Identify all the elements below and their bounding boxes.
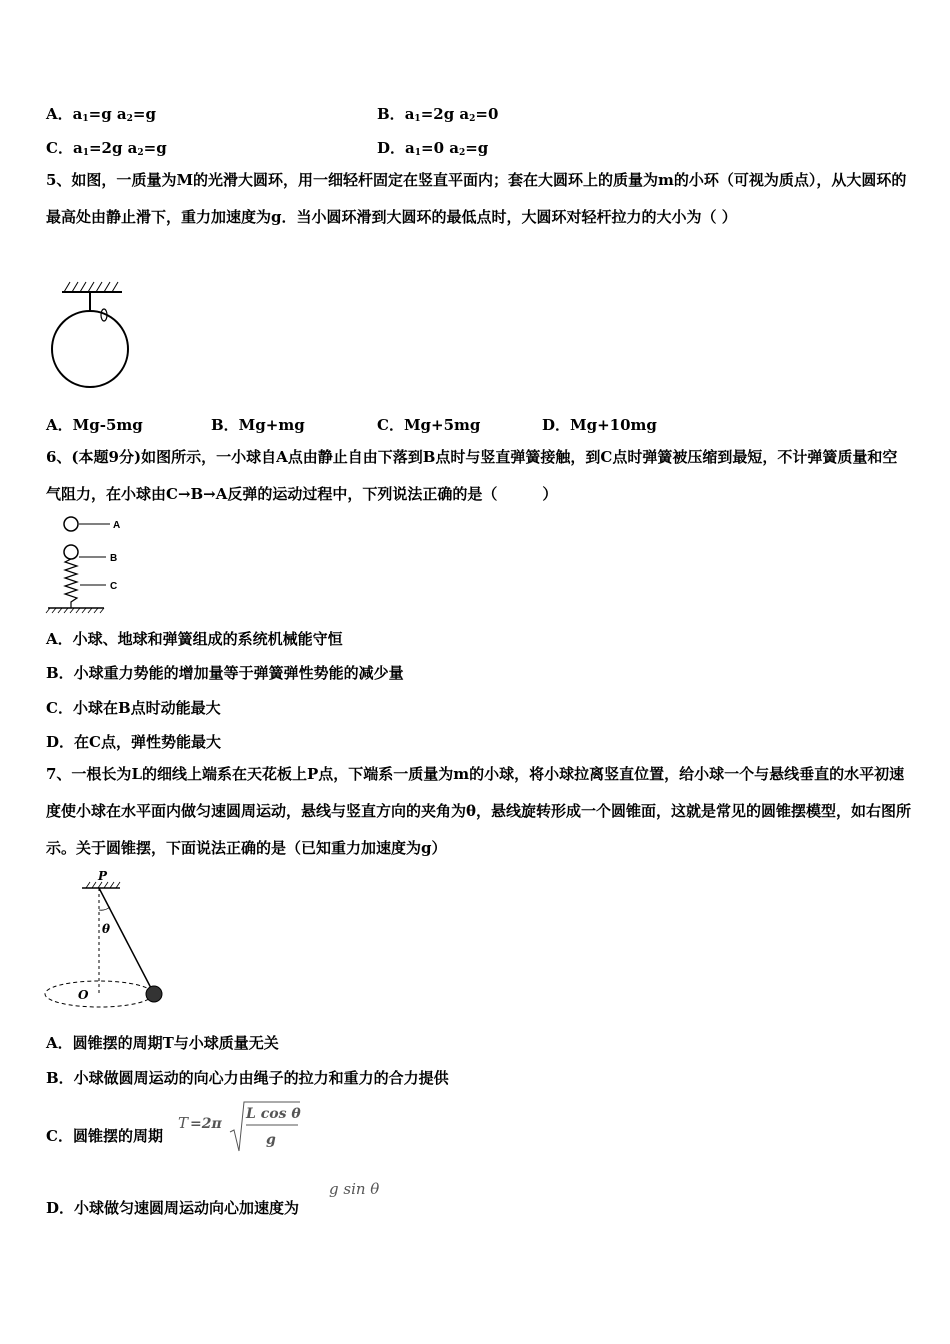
q7-formula-acceleration: g sin θ (329, 1180, 380, 1198)
label-o: O (78, 988, 89, 1002)
label-b: B (110, 553, 118, 564)
q4-option-c: C．$a_1=2g$ $a_2=g$ (46, 139, 167, 158)
q5-option-a: A．Mg-5mg (46, 416, 143, 434)
q7-formula-period (176, 1098, 306, 1153)
q4-option-b: B．$a_1=2g$ $a_2=0$ (377, 105, 499, 124)
svg-text:T: T (178, 1114, 189, 1132)
q6-option-d: D．在C点，弹性势能最大 (46, 733, 221, 751)
q7-option-a: A．圆锥摆的周期T与小球质量无关 (46, 1034, 279, 1052)
q5-option-c: C．Mg+5mg (377, 416, 481, 434)
q4-option-a: A．$a_1=g$ $a_2=g$ (46, 105, 156, 124)
svg-text:=2π: =2π (190, 1116, 222, 1132)
svg-text:g: g (266, 1132, 276, 1148)
q6-option-c: C．小球在B点时动能最大 (46, 699, 221, 717)
q4-option-d: D．$a_1=0$ $a_2=g$ (377, 139, 489, 158)
q7-option-c: C．圆锥摆的周期 (46, 1127, 163, 1145)
q5-ring-figure (44, 276, 144, 396)
q7-option-d: D．小球做匀速圆周运动向心加速度为 (46, 1199, 300, 1217)
q5-option-d: D．Mg+10mg (542, 416, 657, 434)
q7-option-b: B．小球做圆周运动的向心力由绳子的拉力和重力的合力提供 (46, 1069, 449, 1087)
label-a: A (113, 520, 121, 531)
q6-option-a: A．小球、地球和弹簧组成的系统机械能守恒 (46, 630, 343, 648)
q7-stem: 7、一根长为L的细线上端系在天花板上P点，下端系一质量为m的小球，将小球拉离竖直位置，给小球一个与悬线垂直的水平初速度使小球在水平面内做匀速圆周运动，悬线与竖直方向的夹角为θ，悬线旋转形成一个圆锥面，这就是常见的圆锥摆模型，如右图所示。关于圆锥摆，下面说法正确的是（已知重力加速度为g） (46, 765, 912, 857)
q6-spring-figure (46, 514, 136, 614)
q5-option-b: B．Mg+mg (211, 416, 305, 434)
q6-option-b: B．小球重力势能的增加量等于弹簧弹性势能的减少量 (46, 664, 404, 682)
q7-pendulum-figure (44, 870, 169, 1010)
label-theta: θ (102, 922, 111, 936)
q5-stem: 5、如图，一质量为M的光滑大圆环，用一细轻杆固定在竖直平面内；套在大圆环上的质量为m的小环（可视为质点），从大圆环的最高处由静止滑下，重力加速度为g．当小圆环滑到大圆环的最低点时，大圆环对轻杆拉力的大小为（ ） (46, 171, 907, 226)
label-c: C (110, 581, 118, 592)
svg-text:L cos θ: L cos θ (246, 1106, 301, 1122)
q6-stem: 6、(本题9分)如图所示，一小球自A点由静止自由下落到B点时与竖直弹簧接触，到C点时弹簧被压缩到最短，不计弹簧质量和空气阻力，在小球由C→B→A反弹的运动过程中，下列说法正确的是（ ） (46, 448, 898, 503)
label-p: P (98, 869, 108, 883)
